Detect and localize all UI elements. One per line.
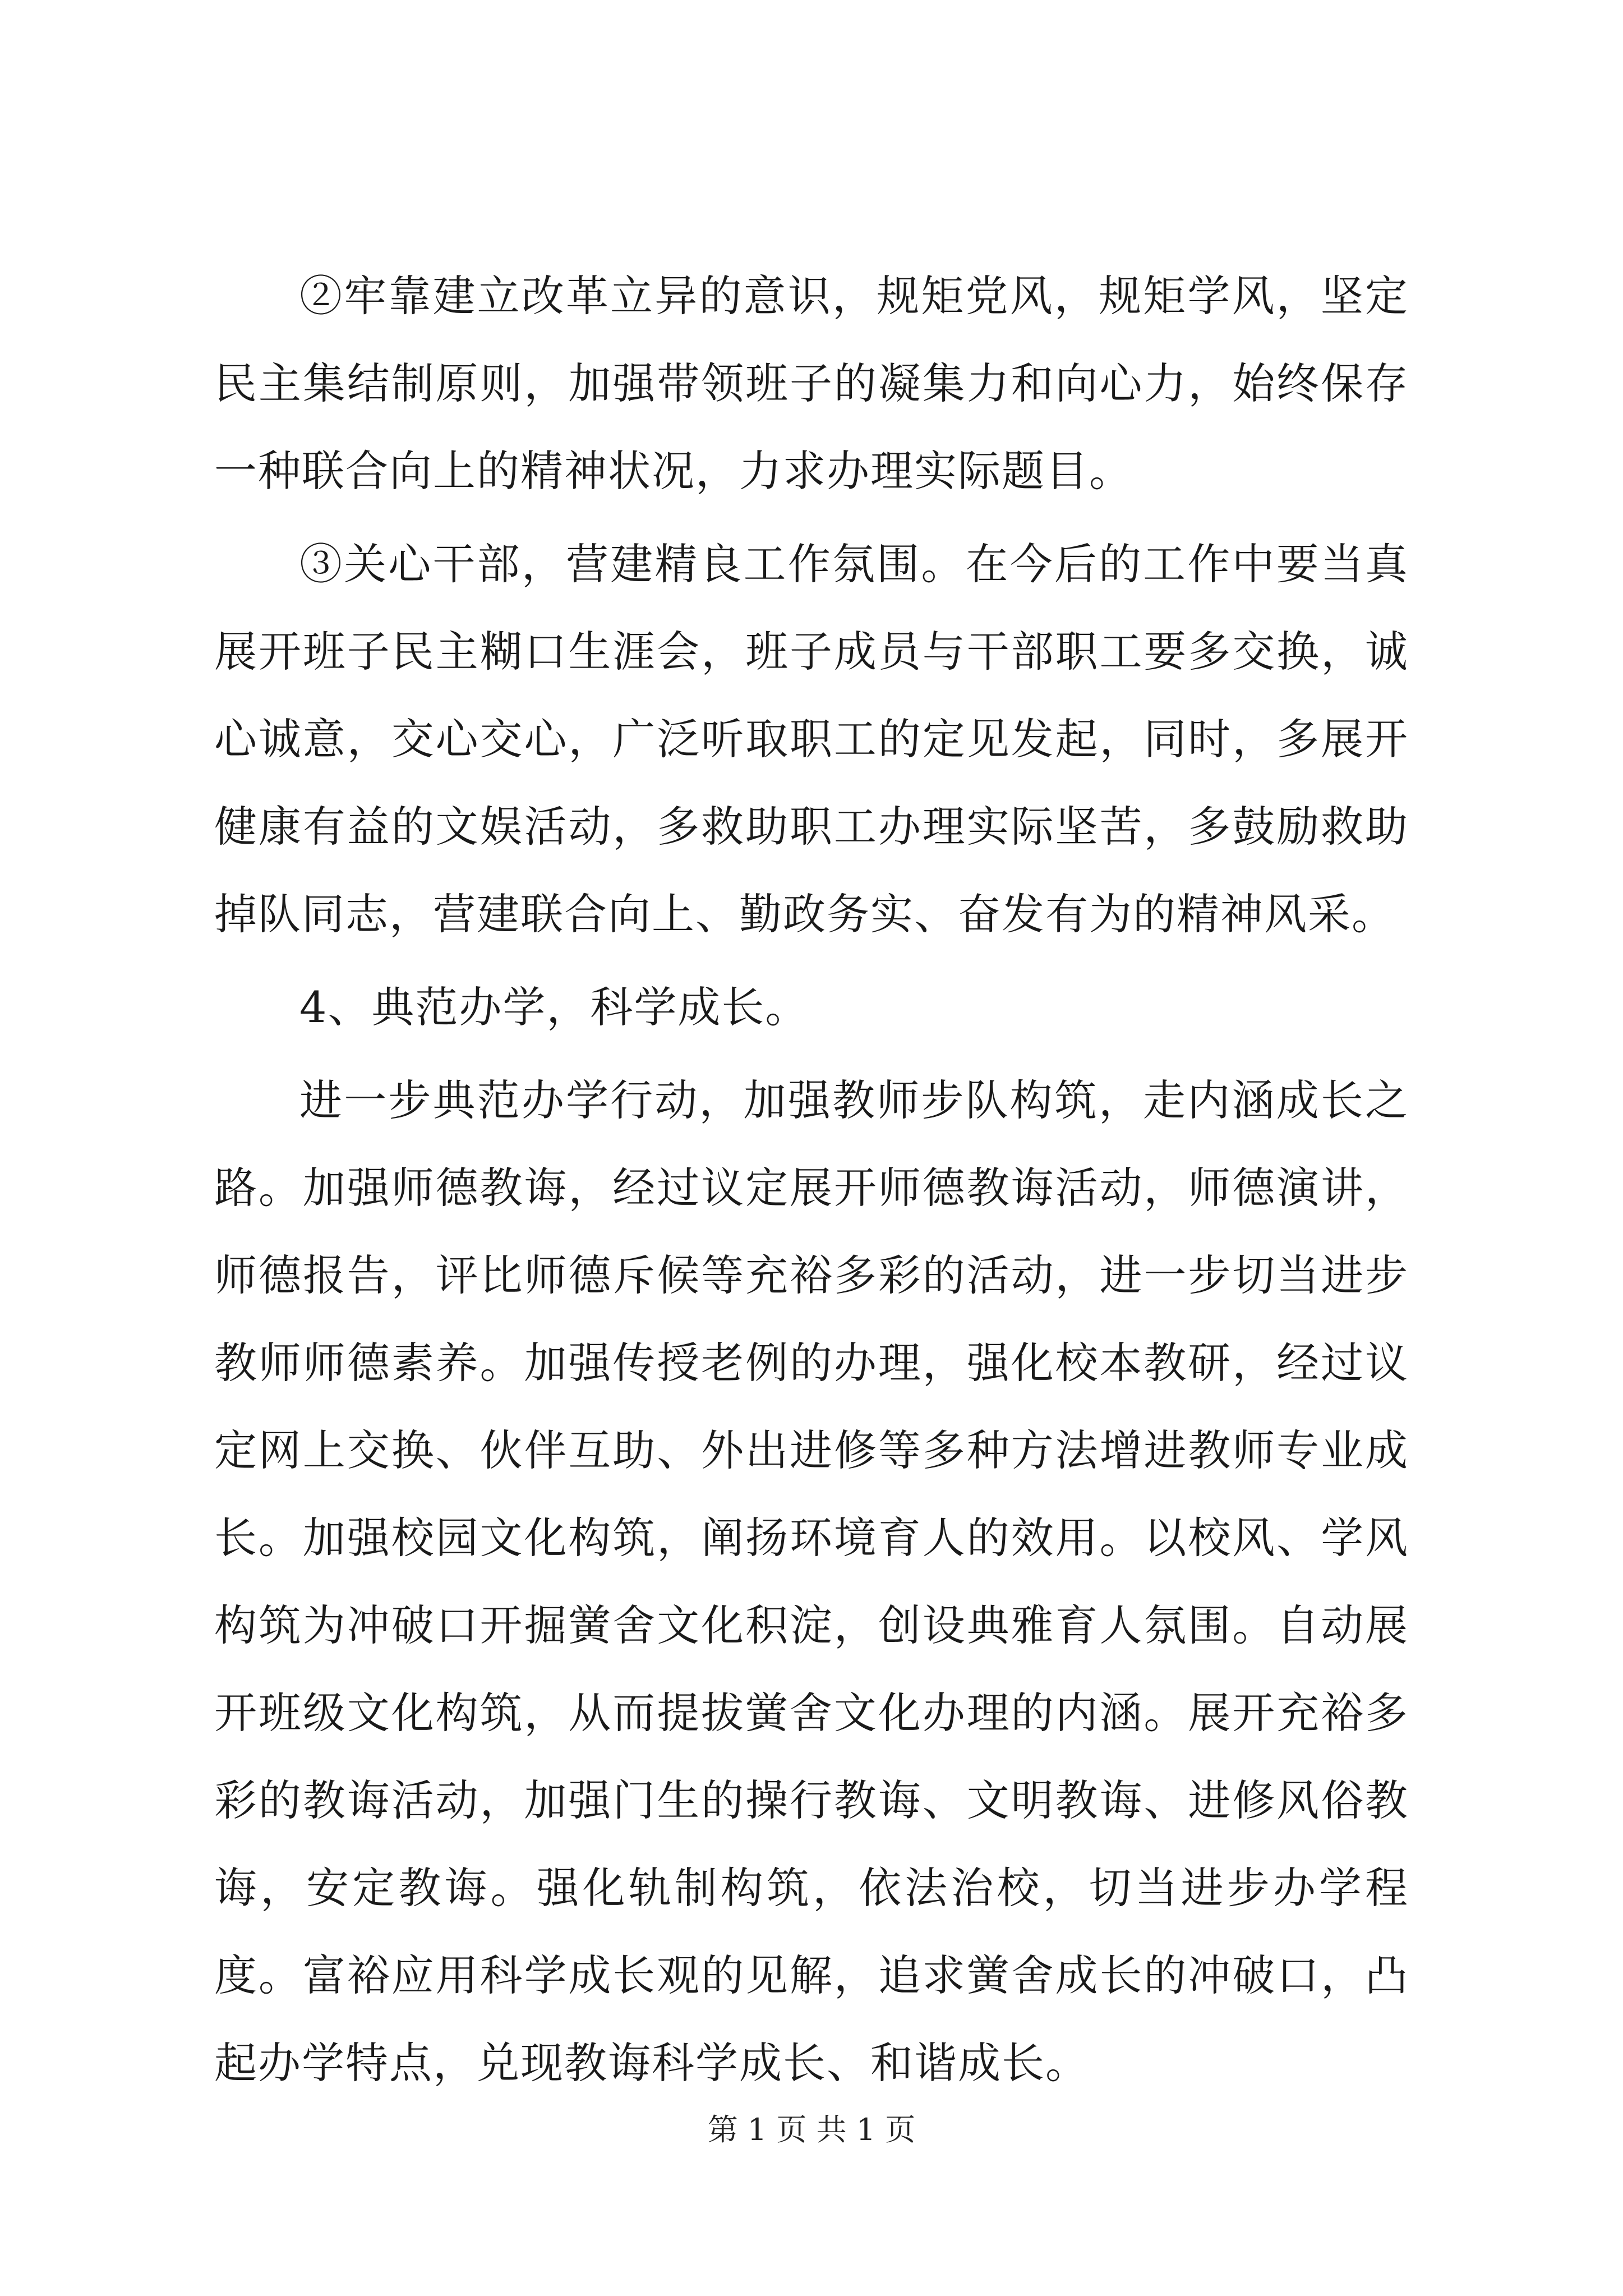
document-body <box>214 252 1409 2113</box>
section-heading-4: 4、典范办学，科学成长。 <box>299 982 809 1032</box>
page-footer: 第 1 页 共 1 页 <box>707 2112 916 2147</box>
paragraph-2: ②牢靠建立改革立异的意识，规矩党风，规矩学风，坚定民主集结制原则，加强带领班子的凝集力和向心力，始终保存一种联合向上的精神状况，力求办理实际题目。 <box>214 271 1409 496</box>
paragraph-section-4: 进一步典范办学行动，加强教师步队构筑，走内涵成长之路。加强师德教诲，经过议定展开师德教诲活动，师德演讲，师德报告，评比师德斥候等充裕多彩的活动，进一步切当进步教师师德素养。加强传授老例的办理，强化校本教研，经过议定网上交换、伙伴互助、外出进修等多种方法增进教师专业成长。加强校园文化构筑，阐扬环境育人的效用。以校风、学风构筑为冲破口开掘黉舍文化积淀，创设典雅育人氛围。自动展开班级文化构筑，从而提拔黉舍文化办理的内涵。展开充裕多彩的教诲活动，加强门生的操行教诲、文明教诲、进修风俗教诲，安定教诲。强化轨制构筑，依法治校，切当进步办学程度。富裕应用科学成长观的见解，追求黉舍成长的冲破口，凸起办学特点，兑现教诲科学成长、和谐成长。 <box>214 1075 1409 2088</box>
paragraph-3: ③关心干部，营建精良工作氛围。在今后的工作中要当真展开班子民主糊口生涯会，班子成员与干部职工要多交换，诚心诚意，交心交心，广泛听取职工的定见发起，同时，多展开健康有益的文娱活动，多救助职工办理实际坚苦，多鼓励救助掉队同志，营建联合向上、勤政务实、奋发有为的精神风采。 <box>214 539 1409 939</box>
